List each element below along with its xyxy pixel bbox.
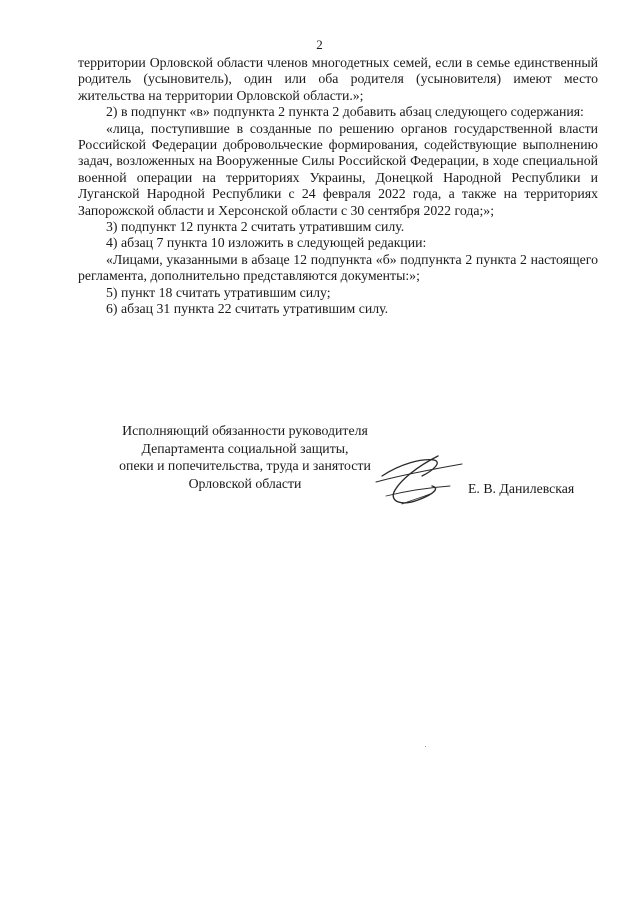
handwritten-signature	[372, 446, 470, 516]
scan-speck	[425, 746, 426, 747]
signer-name: Е. В. Данилевская	[468, 481, 575, 496]
document-body	[78, 55, 598, 318]
paragraph-item-6: 6) абзац 31 пункта 22 считать утратившим силу.	[106, 301, 389, 317]
paragraph-quoted-addition: «лица, поступившие в созданные по решению органов государственной власти Российской Федерации добровольческие формирования, содействующие выполнению задач, возложенных на Вооруженные Силы Российской Федерации, в ходе специальной военной операции на территориях Украины, Донецкой Народной Республики и Луганской Народной Республики с 24 февраля 2022 года, а также на территориях Запорожской области и Херсонской области с 30 сентября 2022 года;»;	[78, 120, 598, 218]
paragraph-continuation: территории Орловской области членов многодетных семей, если в семье единственный родитель (усыновитель), один или оба родителя (усыновителя) имеют место жительства на территории Орловской области.»;	[78, 55, 598, 103]
position-line: Исполняющий обязанности руководителя	[122, 423, 368, 438]
paragraph-item-3: 3) подпункт 12 пункта 2 считать утратившим силу.	[106, 219, 405, 235]
paragraph-item-5: 5) пункт 18 считать утратившим силу;	[106, 284, 331, 300]
signatory-position	[95, 422, 395, 492]
position-line: Департамента социальной защиты,	[141, 440, 349, 456]
paragraph-quoted-revision: «Лицами, указанными в абзаце 12 подпункта «б» подпункта 2 пункта 2 настоящего регламента, дополнительно представляются документы:»;	[78, 251, 598, 284]
paragraph-item-2: 2) в подпункт «в» подпункта 2 пункта 2 добавить абзац следующего содержания:	[106, 104, 584, 120]
page-number: 2	[316, 37, 323, 52]
position-line: Орловской области	[188, 475, 302, 491]
position-line: опеки и попечительства, труда и занятости	[119, 458, 371, 474]
paragraph-item-4: 4) абзац 7 пункта 10 изложить в следующей редакции:	[106, 235, 427, 251]
